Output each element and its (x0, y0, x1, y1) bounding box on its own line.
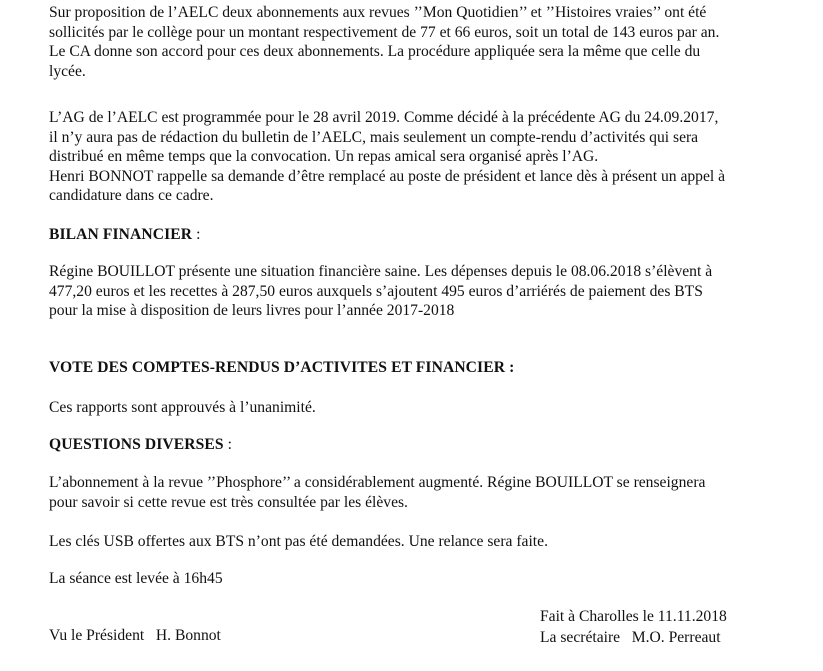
heading-suffix: : (192, 226, 201, 243)
paragraph-abonnements (49, 3, 719, 81)
heading-bilan-financier (49, 225, 200, 245)
president-signature: Vu le Président H. Bonnot (49, 627, 221, 644)
text-line: Régine BOUILLOT présente une situation financière saine. Les dépenses depuis le 08.06.2018 s’élèvent à (49, 263, 713, 280)
text-line: il n’y aura pas de rédaction du bulletin de l’AELC, mais seulement un compte-rendu d’activités qui sera (49, 128, 699, 146)
paragraph-bilan-financier (49, 262, 712, 321)
text-line: distribué en même temps que la convocation. Un repas amical sera organisé après l’AG. (49, 148, 599, 165)
heading-vote-comptes-rendus: VOTE DES COMPTES-RENDUS D’ACTIVITES ET FINANCIER : (49, 359, 515, 376)
text-line: 477,20 euros et les recettes à 287,50 euros auxquels s’ajoutent 495 euros d’arriérés de paiement des BTS (49, 282, 703, 300)
text-line: Henri BONNOT rappelle sa demande d’être remplacé au poste de président et lance dès à présent un appel à (49, 167, 726, 185)
text-line: pour la mise à disposition de leurs livres pour l’année 2017-2018 (49, 302, 455, 319)
text-line: candidature dans ce cadre. (49, 187, 214, 204)
paragraph-assemblee-generale (49, 108, 725, 206)
text-line: L’AG de l’AELC est programmée pour le 28 avril 2019. Comme décidé à la précédente AG du 24.09.2017, (49, 109, 719, 126)
text-line: Le CA donne son accord pour ces deux abonnements. La procédure appliquée sera la même que celle du (49, 43, 701, 60)
heading-questions-diverses (49, 435, 232, 455)
paragraph-closing: La séance est levée à 16h45 (49, 570, 223, 587)
text-line: Sur proposition de l’AELC deux abonnements aux revues ’’Mon Quotidien’’ et ’’Histoires vraies’’ ont été (49, 4, 707, 21)
text-line: lycée. (49, 62, 86, 80)
paragraph-phosphore (49, 473, 705, 512)
heading-suffix: : (223, 436, 232, 453)
text-line: L’abonnement à la revue ’’Phosphore’’ a considérablement augmenté. Régine BOUILLOT se renseignera (49, 474, 706, 491)
text-line: pour savoir si cette revue est très consultée par les élèves. (49, 493, 408, 511)
signature-secretary-block (540, 606, 727, 648)
text-line: sollicités par le collège pour un montant respectivement de 77 et 66 euros, soit un total de 143 euros par an. (49, 23, 720, 41)
secretary-signature: La secrétaire M.O. Perreaut (540, 629, 721, 646)
place-date: Fait à Charolles le 11.11.2018 (540, 608, 727, 625)
paragraph-usb: Les clés USB offertes aux BTS n’ont pas été demandées. Une relance sera faite. (49, 533, 548, 550)
heading-title: BILAN FINANCIER (49, 226, 193, 243)
paragraph-vote: Ces rapports sont approuvés à l’unanimité. (49, 399, 316, 416)
heading-title: QUESTIONS DIVERSES (49, 436, 224, 453)
